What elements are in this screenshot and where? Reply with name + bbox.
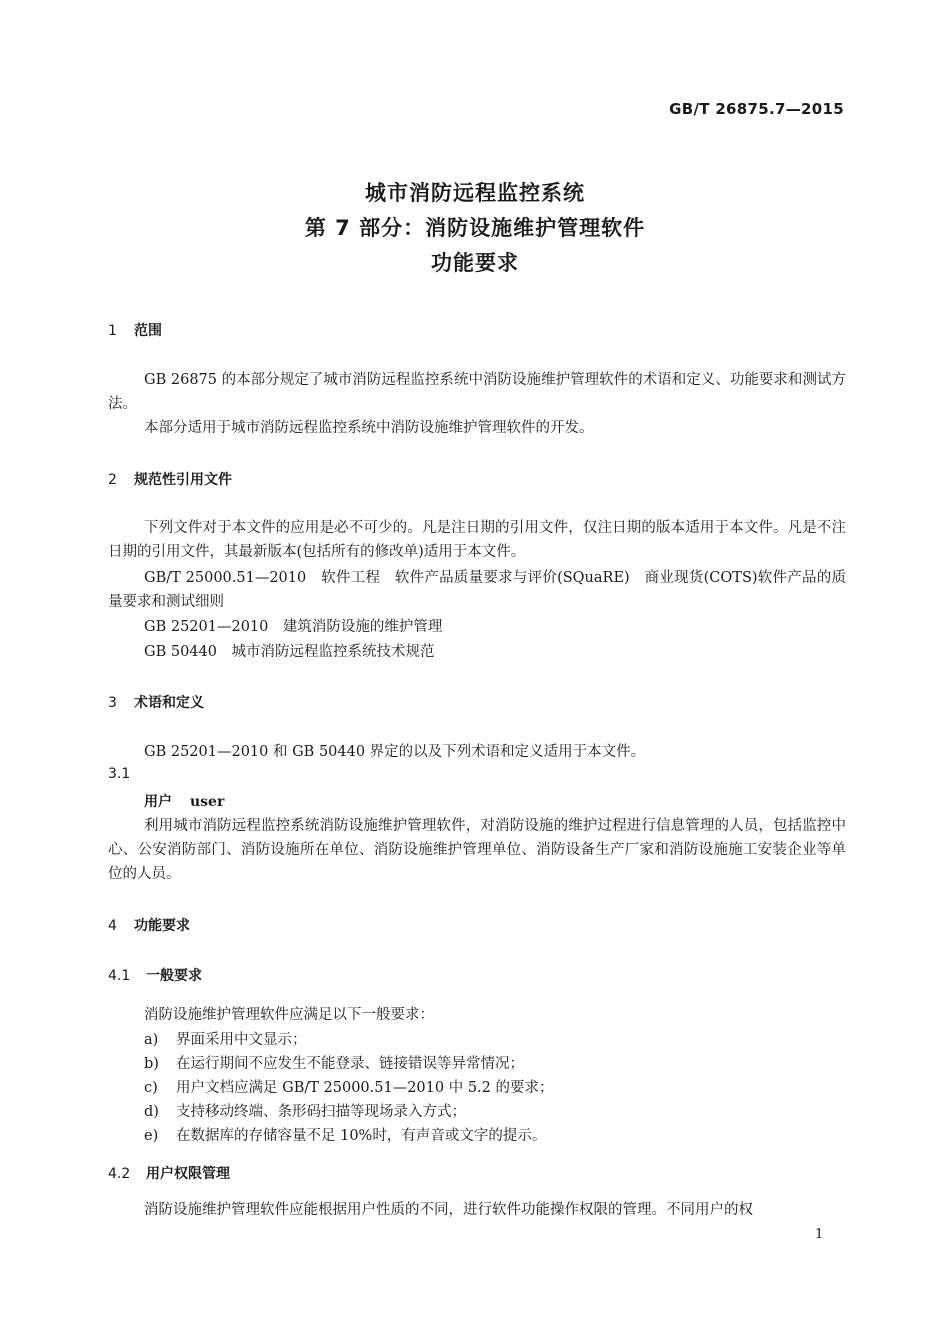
subsection-4-1-intro: 消防设施维护管理软件应满足以下一般要求： <box>144 1007 434 1023</box>
subsection-4-2-heading <box>108 1163 230 1183</box>
term-number: 3.1 <box>108 766 131 782</box>
reference-3: GB 50440 城市消防远程监控系统技术规范 <box>144 644 435 660</box>
list-item <box>144 1052 524 1073</box>
section-number: 4 <box>108 918 117 934</box>
subsection-number: 4.1 <box>108 968 131 984</box>
term-english: user <box>190 794 225 810</box>
list-item <box>144 1124 546 1145</box>
term-chinese: 用户 <box>144 794 172 810</box>
title-line-2: 第 7 部分：消防设施维护管理软件 <box>304 216 646 240</box>
section-4-heading <box>108 915 190 935</box>
term-heading <box>144 791 224 811</box>
section-title: 范围 <box>134 323 162 339</box>
subsection-title: 用户权限管理 <box>146 1166 230 1182</box>
list-item-text: 在运行期间不应发生不能登录、链接错误等异常情况； <box>176 1056 524 1072</box>
list-item <box>144 1028 307 1049</box>
list-item-text: 支持移动终端、条形码扫描等现场录入方式； <box>176 1104 466 1120</box>
subsection-4-2-paragraph: 消防设施维护管理软件应能根据用户性质的不同，进行软件功能操作权限的管理。不同用户的权 <box>144 1202 753 1218</box>
list-item-label: a) <box>144 1032 159 1048</box>
list-item-label: d) <box>144 1104 159 1120</box>
subsection-title: 一般要求 <box>146 968 202 984</box>
standard-code: GB/T 26875.7—2015 <box>669 100 844 118</box>
section-title: 规范性引用文件 <box>134 472 232 488</box>
subsection-4-1-heading <box>108 965 202 985</box>
term-definition: 利用城市消防远程监控系统消防设施维护管理软件，对消防设施的维护过程进行信息管理的人员，包括监控中心、公安消防部门、消防设施所在单位、消防设施维护管理单位、消防设备生产厂家和消防设施施工安装企业等单位的人员。 <box>108 818 846 882</box>
section-title: 术语和定义 <box>134 695 204 711</box>
section-2-paragraph-1: 下列文件对于本文件的应用是必不可少的。凡是注日期的引用文件，仅注日期的版本适用于本文件。凡是不注日期的引用文件，其最新版本(包括所有的修改单)适用于本文件。 <box>108 520 846 560</box>
title-line-1: 城市消防远程监控系统 <box>365 181 585 205</box>
list-item-text: 界面采用中文显示； <box>176 1032 307 1048</box>
list-item <box>144 1076 554 1097</box>
section-number: 3 <box>108 695 117 711</box>
list-item-text: 在数据库的存储容量不足 10%时，有声音或文字的提示。 <box>176 1128 547 1144</box>
reference-1: GB/T 25000.51—2010 软件工程 软件产品质量要求与评价(SQuaRE) 商业现货(COTS)软件产品的质量要求和测试细则 <box>108 570 846 610</box>
subsection-number: 4.2 <box>108 1166 131 1182</box>
section-1-heading <box>108 320 162 340</box>
list-item-label: e) <box>144 1128 159 1144</box>
section-1-paragraph-2: 本部分适用于城市消防远程监控系统中消防设施维护管理软件的开发。 <box>144 420 594 436</box>
section-title: 功能要求 <box>134 918 190 934</box>
page-number: 1 <box>815 1227 824 1242</box>
section-1-paragraph-1: GB 26875 的本部分规定了城市消防远程监控系统中消防设施维护管理软件的术语和定义、功能要求和测试方法。 <box>108 372 846 412</box>
list-item <box>144 1100 466 1121</box>
section-number: 1 <box>108 323 117 339</box>
section-3-paragraph-1: GB 25201—2010 和 GB 50440 界定的以及下列术语和定义适用于本文件。 <box>144 744 646 760</box>
section-3-heading <box>108 692 204 712</box>
section-2-heading <box>108 469 232 489</box>
list-item-text: 用户文档应满足 GB/T 25000.51—2010 中 5.2 的要求； <box>176 1080 554 1096</box>
list-item-label: c) <box>144 1080 158 1096</box>
list-item-label: b) <box>144 1056 159 1072</box>
title-line-3: 功能要求 <box>431 251 519 275</box>
reference-2: GB 25201—2010 建筑消防设施的维护管理 <box>144 619 443 635</box>
section-number: 2 <box>108 472 117 488</box>
